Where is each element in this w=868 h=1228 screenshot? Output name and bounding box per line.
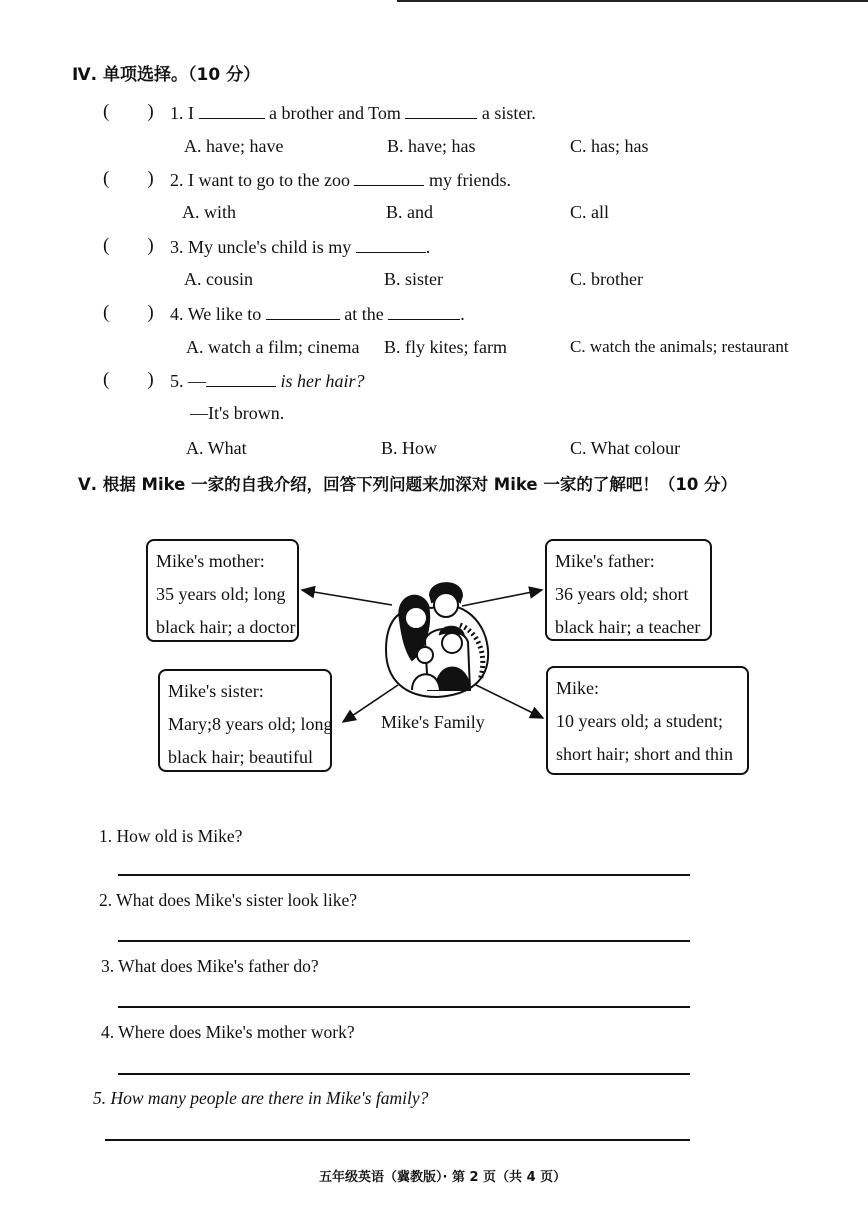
family-illustration-icon [386,583,488,697]
option-5c[interactable]: C. What colour [570,438,681,458]
answer-bracket-1[interactable]: ( ) [103,101,154,122]
option-1b[interactable]: B. have; has [387,136,476,156]
question-2: 2. I want to go to the zoo my friends. [170,170,511,190]
section-4-title: Ⅳ. 单项选择。（10 分） [72,65,261,85]
answer-line-4[interactable] [118,1073,690,1075]
reading-question-3: 3. What does Mike's father do? [101,956,319,976]
reading-question-5: 5. How many people are there in Mike's family? [93,1088,429,1108]
option-3a[interactable]: A. cousin [184,269,253,289]
option-2c[interactable]: C. all [570,202,609,222]
reading-question-4: 4. Where does Mike's mother work? [101,1022,355,1042]
answer-bracket-2[interactable]: ( ) [103,168,154,189]
question-5-reply: —It's brown. [190,403,285,423]
sister-info-box: Mike's sister: Mary;8 years old; long black hair; beautiful [158,669,332,772]
option-5b[interactable]: B. How [381,438,438,458]
answer-line-5[interactable] [105,1139,690,1141]
answer-line-1[interactable] [118,874,690,876]
option-2b[interactable]: B. and [386,202,433,222]
answer-bracket-4[interactable]: ( ) [103,302,154,323]
answer-bracket-5[interactable]: ( ) [103,369,154,390]
option-4b[interactable]: B. fly kites; farm [384,337,507,357]
mother-info-box: Mike's mother: 35 years old; long black hair; a doctor [146,539,299,642]
option-4a[interactable]: A. watch a film; cinema [186,337,360,357]
mike-info-box: Mike: 10 years old; a student; short hair; short and thin [546,666,749,775]
reading-question-1: 1. How old is Mike? [99,826,243,846]
answer-line-2[interactable] [118,940,690,942]
option-1a[interactable]: A. have; have [184,136,284,156]
option-3b[interactable]: B. sister [384,269,444,289]
answer-line-3[interactable] [118,1006,690,1008]
father-info-box: Mike's father: 36 years old; short black hair; a teacher [545,539,712,641]
option-2a[interactable]: A. with [182,202,236,222]
question-5: 5. — is her hair? [170,371,365,391]
option-3c[interactable]: C. brother [570,269,643,289]
arrow-to-mother [302,590,392,605]
page-footer: 五年级英语（冀教版）· 第 2 页（共 4 页） [319,1170,567,1185]
question-3: 3. My uncle's child is my . [170,237,431,257]
family-caption: Mike's Family [381,712,485,732]
option-5a[interactable]: A. What [186,438,247,458]
reading-question-2: 2. What does Mike's sister look like? [99,890,357,910]
question-4: 4. We like to at the . [170,304,465,324]
option-1c[interactable]: C. has; has [570,136,649,156]
section-5-title: Ⅴ. 根据 Mike 一家的自我介绍，回答下列问题来加深对 Mike 一家的了解吧！（10 分） [78,475,738,494]
answer-bracket-3[interactable]: ( ) [103,235,154,256]
question-1: 1. I a brother and Tom a sister. [170,103,536,123]
arrow-to-father [462,590,542,606]
option-4c[interactable]: C. watch the animals; restaurant [570,337,789,356]
